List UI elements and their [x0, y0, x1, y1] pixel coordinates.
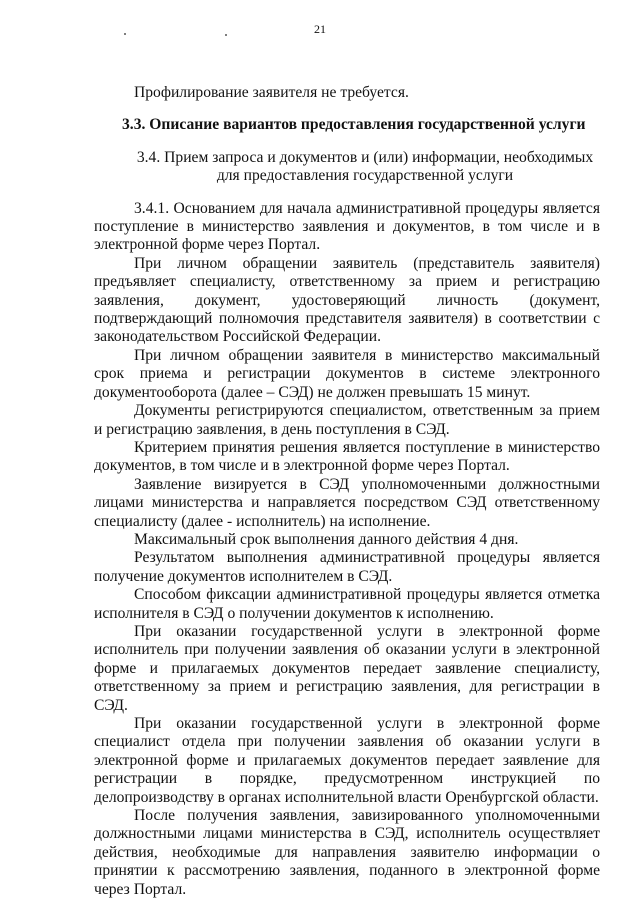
paragraph: После получения заявления, завизированного уполномоченными должностными лицами министерства в СЭД, исполнитель осуществляет действия, необходимые для направления заявителю информации о принятии к рассмотрению заявления, поданного в электронной форме через Портал. — [94, 807, 600, 898]
paragraph: При оказании государственной услуги в электронной форме специалист отдела при получении заявления об оказании услуги в электронной форме и прилагаемых документов передает заявление для регистрации в порядке, предусмотренном инструкцией по делопроизводству в органах исполнительной власти Оренбургской области. — [94, 715, 600, 806]
paragraph: Максимальный срок выполнения данного действия 4 дня. — [134, 530, 519, 548]
section-heading-3-4 — [94, 149, 600, 186]
paragraph: 3.4.1. Основанием для начала административной процедуры является поступление в министерство заявления и документов, в том числе и в электронной форме через Портал. — [94, 199, 600, 254]
section-heading-3-4-line1: 3.4. Прием запроса и документов и (или) информации, необходимых — [136, 148, 594, 166]
paragraph: При личном обращении заявитель (представитель заявителя) предъявляет специалисту, ответственному за прием и регистрацию заявления, документ, удостоверяющий личность (документ, подтверждающий полномочия представителя заявителя) в соответствии с законодательством Российской Федерации. — [94, 254, 600, 346]
paragraph: Результатом выполнения административной процедуры является получение документов исполнителем в СЭД. — [94, 549, 600, 585]
section-heading-3-4-line2: для предоставления государственной услуги — [216, 167, 514, 185]
paragraph: При личном обращении заявителя в министерство максимальный срок приема и регистрации документов в системе электронного документооборота (далее – СЭД) не должен превышать 15 минут. — [94, 346, 600, 401]
paragraph: Критерием принятия решения является поступление в министерство документов, в том числе и в электронной форме через Портал. — [94, 438, 600, 475]
paragraph: При оказании государственной услуги в электронной форме исполнитель при получении заявления об оказании услуги в электронной форме и прилагаемых документов передает заявление специалисту, ответственному за прием и регистрацию заявления, для регистрации в СЭД. — [94, 622, 600, 714]
section-heading-3-3: 3.3. Описание вариантов предоставления государственной услуги — [122, 116, 586, 134]
paragraph: Заявление визируется в СЭД уполномоченными должностными лицами министерства и направляется посредством СЭД ответственному специалисту (далее - исполнитель) на исполнение. — [94, 475, 600, 530]
scan-artifact — [225, 34, 227, 36]
paragraph: Документы регистрируются специалистом, ответственным за прием и регистрацию заявления, в день поступления в СЭД. — [94, 402, 600, 438]
intro-paragraph: Профилирование заявителя не требуется. — [134, 84, 409, 101]
paragraph: Способом фиксации административной процедуры является отметка исполнителя в СЭД о получении документов к исполнению. — [94, 586, 600, 622]
scan-artifact — [124, 33, 126, 35]
page-number: 21 — [314, 22, 326, 36]
document-body — [94, 84, 600, 899]
